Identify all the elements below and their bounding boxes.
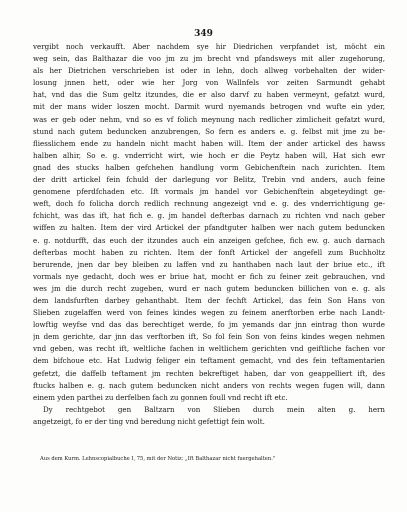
text-line: mit der mans wider loszen mocht. Darmit wurd nyemands betrogen vnd wufte ein yder, (33, 102, 385, 112)
text-line: berurende, jnen dar bey bleiben zu laffen vnd zu hanthaben nach laut der briue etc., ift (33, 259, 385, 269)
text-line: was er geb oder nehm, vnd so es vf folich meynung nach redlicher zimlicheit gefatzt wurd, (33, 114, 385, 124)
text-line: e. g. notdurfft, das euch der itzundes auch ein anzeigen gefchee, fich ew. g. auch darnach (33, 235, 385, 245)
text-line: halben alhir, So e. g. vnderricht wirt, wie hoch er die Peytz haben will, Hat sich ewr (33, 150, 385, 160)
text-line: vergibt noch verkaufft. Aber nachdem sye hir Diedrichen verpfandet ist, möcht ein (33, 42, 385, 51)
text-line: stund nach gutem beduncken anzubrengen, So fern es anders e. g. felbst mit jme zu be- (33, 126, 385, 136)
page-number: 349 (194, 29, 213, 39)
footnote: Aus dem Kurm. Lehnscopialbuche I, 75, mit der Notiz: „Ift Balthazar nicht fuergehalten." (40, 456, 276, 462)
text-line: ftucks halben e. g. nach gutem beduncken nicht anders von rechts wegen fugen will, dann (33, 380, 385, 390)
closing-line: Dy rechtgebot gen Baltzarn von Slieben durch mein alten g. hern (43, 404, 385, 414)
text-line: losung jnnen hett, oder wie her Jorg von Wallnfels vor zeiten Sarmundt gehabt (33, 78, 385, 88)
text-line: vormals nye gedacht, doch wes er briue hat, mocht er fich zu feiner zeit gebrauchen, vnd (33, 271, 385, 281)
text-line: wiffen zu halten. Item der vird Artickel der pfandtguter halben wer nach gutem beduncken (33, 223, 385, 233)
text-line: vnd geben, was recht ift, weltliche fachen in weltlichem gerichten vnd geiftliche fachen vor (33, 344, 385, 354)
text-line: defterbas mocht haben zu richten. Item der fonft Artickel der angefell zum Buchholtz (33, 247, 385, 257)
text-line: hat, vnd das die Sum geltz itzundes, die er also darvf zu haben vermeynt, gefatzt wurd, (33, 90, 385, 100)
text-line: weft, doch fo folicha dorch redlich rechnung angezeigt vnd e. g. des vnderrichtigung ge- (33, 199, 385, 209)
text-line: der dritt artickel fein fchuld der darlegung vor Belitz, Trebin vnd anders, auch feine (33, 175, 385, 185)
text-line: als her Dietrichen verschrieben ist oder in lehn, doch allweg vorbehalten der wider- (33, 66, 385, 76)
text-line: fchicht, was das ift, hat fich e. g. jm handel defterbas darnach zu richten vnd nach geber (33, 211, 385, 221)
text-line: fliesslichem ende zu handeln nicht macht haben will. Item der ander artickel des hawss (33, 138, 385, 148)
text-line: wes jm die durch recht zugeben, wurd er nach gutem beduncken billichen von e. g. als (33, 283, 385, 293)
text-line: gefetzt, die daffelb teftament jm rechten bekreftiget haben, dar von geappelliert ift, des (33, 368, 385, 378)
text-line: Slieben zugelaffen werd von feines kindes wegen zu feinem anerftorben erbe nach Landt- (33, 308, 385, 318)
text-line: einem yden parthei zu derfelben fach zu gonnen foull vnd recht ift etc. (33, 392, 288, 402)
text-line: weg sein, das Balthazar die voo jm zu jm brecht vnd pfandsweys mit aller zugehorung, (33, 54, 385, 64)
text-line: gnad des stucks halben gefchehen handlung vorm Gebichenftein nach zurichten. Item (33, 162, 385, 172)
text-line: jn dem gerichte, dar jnn das verftorben ift, So fol fein Son von feins kindes wegen nehmen (33, 332, 385, 342)
text-line: dem landsfurften darbey gehanthabt. Item der fechft Artickel, das fein Son Hans von (33, 295, 385, 305)
text-line: lowftig weyfse vnd das das berechtiget werde, fo jm yemands dar jnn eintrag thon wurde (33, 320, 385, 330)
body-text (33, 41, 385, 428)
text-line: genomene pferdfchaden etc. Ift vormals jm handel vor Gebichenftein abgeteydingt ge- (33, 187, 385, 197)
closing-line: angetzeigt, fo er der ting vnd beredung nicht gefettigt fein wolt. (33, 416, 265, 426)
text-line: dem bifchoue etc. Hat Ludwig feliger ein teftament gemacht, vnd des fein teftamentarien (33, 356, 385, 366)
